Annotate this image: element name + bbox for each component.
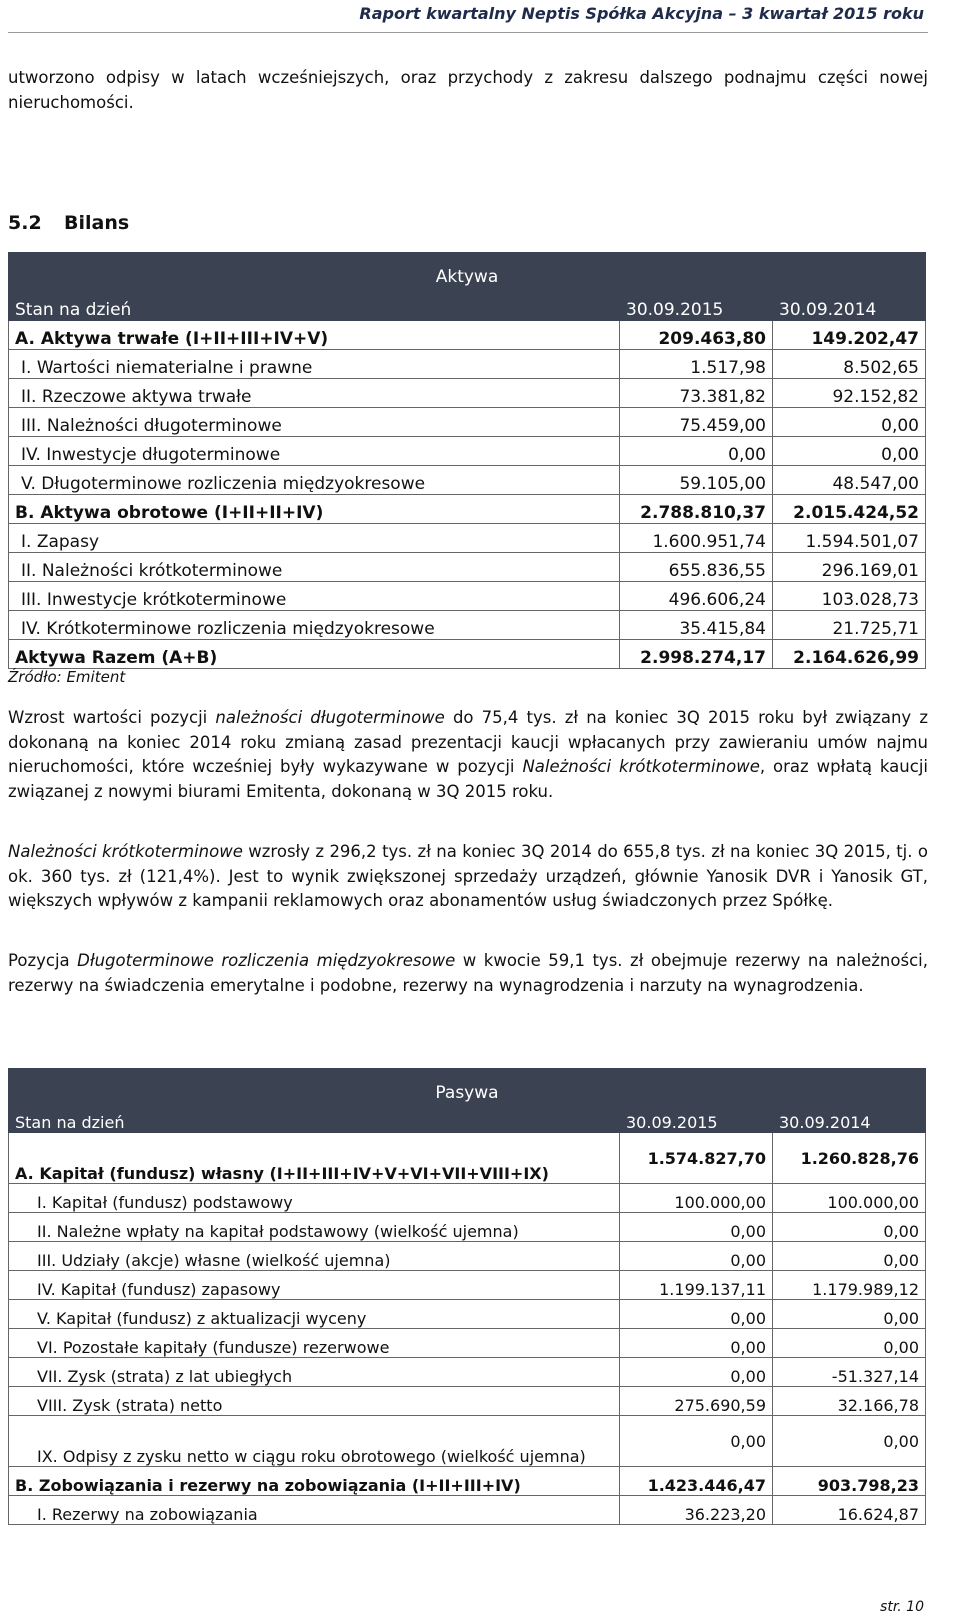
- pasywa-rows: [9, 1133, 926, 1525]
- aktywa-row-value-2014: 103.028,73: [773, 582, 926, 611]
- aktywa-row: [9, 408, 926, 437]
- paragraph-3: [8, 949, 928, 998]
- aktywa-row-value-2015: 2.998.274,17: [620, 640, 773, 669]
- pasywa-row-label: IX. Odpisy z zysku netto w ciągu roku obrotowego (wielkość ujemna): [9, 1416, 620, 1467]
- pasywa-row-value-2015: 100.000,00: [620, 1184, 773, 1213]
- aktywa-row-value-2014: 296.169,01: [773, 553, 926, 582]
- page-number: str. 10: [880, 1599, 924, 1615]
- p3-text-a: Pozycja: [8, 951, 78, 970]
- aktywa-row: [9, 495, 926, 524]
- pasywa-row-value-2015: 0,00: [620, 1329, 773, 1358]
- aktywa-row: [9, 321, 926, 350]
- aktywa-table-title: Aktywa: [9, 253, 926, 288]
- aktywa-row: [9, 350, 926, 379]
- aktywa-row: [9, 524, 926, 553]
- aktywa-row-label: V. Długoterminowe rozliczenia międzyokresowe: [9, 466, 620, 495]
- pasywa-row-label: V. Kapitał (fundusz) z aktualizacji wyceny: [9, 1300, 620, 1329]
- aktywa-row: [9, 466, 926, 495]
- aktywa-col2: 30.09.2014: [773, 288, 926, 321]
- paragraph-2: [8, 840, 928, 914]
- pasywa-row-label: A. Kapitał (fundusz) własny (I+II+III+IV+V+VI+VII+VIII+IX): [9, 1133, 620, 1184]
- pasywa-row: [9, 1300, 926, 1329]
- section-number: 5.2: [8, 212, 42, 234]
- pasywa-row-value-2015: 0,00: [620, 1242, 773, 1271]
- aktywa-row-label: IV. Inwestycje długoterminowe: [9, 437, 620, 466]
- pasywa-col1: 30.09.2015: [620, 1104, 773, 1133]
- pasywa-col-label: Stan na dzień: [9, 1104, 620, 1133]
- p2-text-b: wzrosły z 296,2 tys. zł na koniec 3Q 2014 do 655,8 tys. zł na koniec 3Q 2015, tj. o ok. 360 tys. zł (121,4%). Jest to wynik zwiększonej sprzedaży urządzeń, głównie Yanosik DVR i Yanosik GT, większych wpływów z kampanii reklamowych oraz abonamentów usług świadczonych przez Spółkę.: [8, 842, 929, 910]
- aktywa-col-label: Stan na dzień: [9, 288, 620, 321]
- aktywa-row-value-2014: 92.152,82: [773, 379, 926, 408]
- p2-italic-a: Należności krótkoterminowe: [8, 842, 243, 861]
- aktywa-row-value-2014: 0,00: [773, 437, 926, 466]
- pasywa-row: [9, 1133, 926, 1184]
- aktywa-row-value-2015: 75.459,00: [620, 408, 773, 437]
- aktywa-row-value-2015: 73.381,82: [620, 379, 773, 408]
- pasywa-row-label: II. Należne wpłaty na kapitał podstawowy (wielkość ujemna): [9, 1213, 620, 1242]
- source-note: Źródło: Emitent: [8, 668, 126, 686]
- aktywa-row-value-2014: 21.725,71: [773, 611, 926, 640]
- p1-italic-b: należności długoterminowe: [215, 708, 445, 727]
- pasywa-row: [9, 1467, 926, 1496]
- pasywa-row-label: IV. Kapitał (fundusz) zapasowy: [9, 1271, 620, 1300]
- paragraph-1: [8, 706, 928, 804]
- aktywa-row-value-2014: 8.502,65: [773, 350, 926, 379]
- pasywa-row-label: VI. Pozostałe kapitały (fundusze) rezerwowe: [9, 1329, 620, 1358]
- pasywa-row-label: VIII. Zysk (strata) netto: [9, 1387, 620, 1416]
- pasywa-row-value-2014: 1.179.989,12: [773, 1271, 926, 1300]
- pasywa-row-value-2015: 275.690,59: [620, 1387, 773, 1416]
- pasywa-row-value-2014: 1.260.828,76: [773, 1133, 926, 1184]
- section-title: Bilans: [64, 212, 130, 234]
- pasywa-row: [9, 1496, 926, 1525]
- aktywa-row-value-2015: 496.606,24: [620, 582, 773, 611]
- header-divider: [8, 32, 928, 33]
- aktywa-row-label: II. Rzeczowe aktywa trwałe: [9, 379, 620, 408]
- aktywa-row-label: Aktywa Razem (A+B): [9, 640, 620, 669]
- p1-text-a: Wzrost wartości pozycji: [8, 708, 216, 727]
- section-heading: [8, 212, 129, 234]
- aktywa-row: [9, 611, 926, 640]
- pasywa-row-label: III. Udziały (akcje) własne (wielkość ujemna): [9, 1242, 620, 1271]
- pasywa-row: [9, 1416, 926, 1467]
- aktywa-row-value-2015: 0,00: [620, 437, 773, 466]
- aktywa-row-label: B. Aktywa obrotowe (I+II+II+IV): [9, 495, 620, 524]
- aktywa-row: [9, 582, 926, 611]
- pasywa-row-value-2014: 0,00: [773, 1242, 926, 1271]
- aktywa-row-value-2015: 1.517,98: [620, 350, 773, 379]
- aktywa-row-label: III. Inwestycje krótkoterminowe: [9, 582, 620, 611]
- pasywa-row-value-2014: 32.166,78: [773, 1387, 926, 1416]
- p1-text-e: , oraz wpłatą kaucji związanej z nowymi biurami Emitenta, dokonaną w 3Q 2015 roku.: [8, 757, 928, 801]
- pasywa-table: [8, 1068, 926, 1525]
- intro-paragraph: utworzono odpisy w latach wcześniejszych, oraz przychody z zakresu dalszego podnajmu części nowej nieruchomości.: [8, 68, 928, 112]
- pasywa-row-value-2014: 0,00: [773, 1329, 926, 1358]
- pasywa-table-title: Pasywa: [9, 1069, 926, 1104]
- pasywa-row: [9, 1271, 926, 1300]
- pasywa-row-value-2015: 1.574.827,70: [620, 1133, 773, 1184]
- aktywa-row-label: I. Zapasy: [9, 524, 620, 553]
- pasywa-row-value-2014: 0,00: [773, 1416, 926, 1467]
- pasywa-row-value-2015: 36.223,20: [620, 1496, 773, 1525]
- pasywa-row-label: VII. Zysk (strata) z lat ubiegłych: [9, 1358, 620, 1387]
- aktywa-row-value-2015: 2.788.810,37: [620, 495, 773, 524]
- pasywa-row-value-2014: 16.624,87: [773, 1496, 926, 1525]
- pasywa-row-value-2014: 0,00: [773, 1300, 926, 1329]
- pasywa-row-value-2015: 0,00: [620, 1416, 773, 1467]
- aktywa-row: [9, 379, 926, 408]
- pasywa-row: [9, 1184, 926, 1213]
- report-header: Raport kwartalny Neptis Spółka Akcyjna – 3 kwartał 2015 roku: [359, 4, 924, 23]
- pasywa-col2: 30.09.2014: [773, 1104, 926, 1133]
- pasywa-row-value-2014: -51.327,14: [773, 1358, 926, 1387]
- aktywa-row-label: II. Należności krótkoterminowe: [9, 553, 620, 582]
- p1-italic-d: Należności krótkoterminowe: [522, 757, 760, 776]
- pasywa-row-label: I. Kapitał (fundusz) podstawowy: [9, 1184, 620, 1213]
- aktywa-row-value-2014: 0,00: [773, 408, 926, 437]
- pasywa-row: [9, 1213, 926, 1242]
- aktywa-row-value-2015: 655.836,55: [620, 553, 773, 582]
- pasywa-row-value-2014: 0,00: [773, 1213, 926, 1242]
- aktywa-row: [9, 640, 926, 669]
- aktywa-row-label: I. Wartości niematerialne i prawne: [9, 350, 620, 379]
- aktywa-row-value-2014: 1.594.501,07: [773, 524, 926, 553]
- aktywa-row-value-2015: 35.415,84: [620, 611, 773, 640]
- aktywa-row-value-2014: 2.015.424,52: [773, 495, 926, 524]
- pasywa-row: [9, 1242, 926, 1271]
- aktywa-row: [9, 437, 926, 466]
- aktywa-row-value-2015: 1.600.951,74: [620, 524, 773, 553]
- pasywa-row-value-2015: 1.199.137,11: [620, 1271, 773, 1300]
- p1-text-c: do 75,4 tys. zł na koniec 3Q 2015 roku był związany z dokonaną na koniec 2014 roku zmianą zasad prezentacji kaucji wpłacanych przy zawieraniu umów najmu nieruchomości, które wcześniej były wykazywane w pozycji: [8, 708, 928, 776]
- pasywa-row-value-2015: 0,00: [620, 1300, 773, 1329]
- pasywa-row-value-2015: 1.423.446,47: [620, 1467, 773, 1496]
- pasywa-row-value-2014: 100.000,00: [773, 1184, 926, 1213]
- aktywa-col1: 30.09.2015: [620, 288, 773, 321]
- aktywa-row-value-2015: 209.463,80: [620, 321, 773, 350]
- aktywa-rows: [9, 321, 926, 669]
- pasywa-row: [9, 1358, 926, 1387]
- aktywa-row-label: IV. Krótkoterminowe rozliczenia międzyokresowe: [9, 611, 620, 640]
- pasywa-row-label: B. Zobowiązania i rezerwy na zobowiązania (I+II+III+IV): [9, 1467, 620, 1496]
- p3-text-c: w kwocie 59,1 tys. zł obejmuje rezerwy na należności, rezerwy na świadczenia emerytalne i podobne, rezerwy na wynagrodzenia i narzuty na wynagrodzenia.: [8, 951, 928, 995]
- aktywa-row-value-2014: 149.202,47: [773, 321, 926, 350]
- pasywa-row-value-2015: 0,00: [620, 1213, 773, 1242]
- pasywa-row-value-2015: 0,00: [620, 1358, 773, 1387]
- pasywa-row-label: I. Rezerwy na zobowiązania: [9, 1496, 620, 1525]
- aktywa-row: [9, 553, 926, 582]
- aktywa-row-value-2014: 48.547,00: [773, 466, 926, 495]
- aktywa-table: [8, 252, 926, 669]
- aktywa-row-label: A. Aktywa trwałe (I+II+III+IV+V): [9, 321, 620, 350]
- pasywa-row: [9, 1329, 926, 1358]
- aktywa-row-value-2015: 59.105,00: [620, 466, 773, 495]
- pasywa-row-value-2014: 903.798,23: [773, 1467, 926, 1496]
- pasywa-row: [9, 1387, 926, 1416]
- aktywa-row-label: III. Należności długoterminowe: [9, 408, 620, 437]
- p3-italic-b: Długoterminowe rozliczenia międzyokresowe: [77, 951, 456, 970]
- aktywa-row-value-2014: 2.164.626,99: [773, 640, 926, 669]
